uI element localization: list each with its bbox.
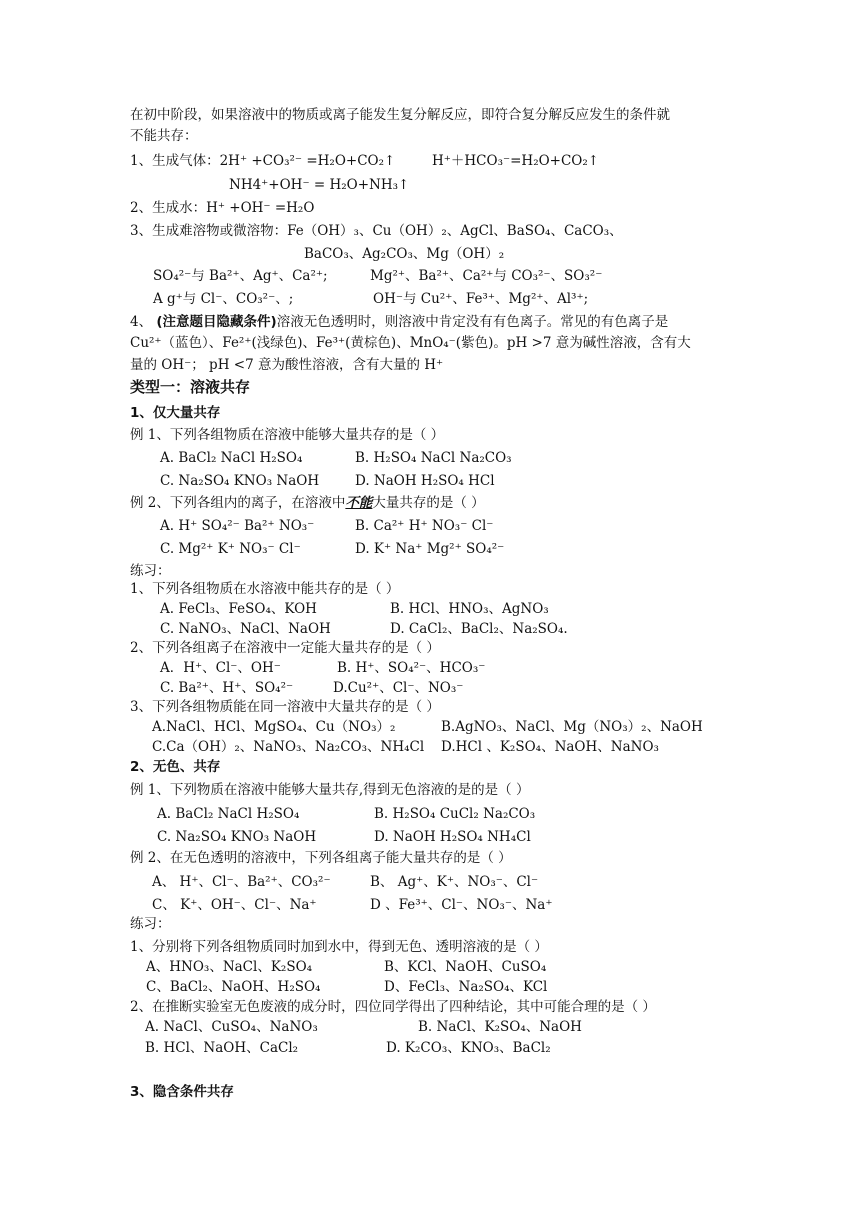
gas-equation-3: NH4⁺+OH⁻ = H₂O+NH₃↑ — [229, 177, 410, 193]
example-2-option-a: A. H⁺ SO₄²⁻ Ba²⁺ NO₃⁻ — [160, 518, 315, 534]
t2-example-1-option-b: B. H₂SO₄ CuCl₂ Na₂CO₃ — [374, 806, 536, 822]
practice-2-option-c: C. Ba²⁺、H⁺、SO₄²⁻ — [160, 680, 294, 696]
practice-2-option-a: A．H⁺、Cl⁻、OH⁻ — [160, 660, 281, 676]
t2-practice-1-question: 1、分别将下列各组物质同时加到水中，得到无色、透明溶液的是（ ） — [130, 939, 548, 955]
practice-heading-2: 练习： — [130, 916, 171, 932]
example-2-option-c: C. Mg²⁺ K⁺ NO₃⁻ Cl⁻ — [160, 541, 301, 557]
hidden-condition-line — [130, 313, 668, 332]
precipitate-line-2: BaCO₃、Ag₂CO₃、Mg（OH）₂ — [304, 246, 505, 262]
practice-3-option-c: C.Ca（OH）₂、NaNO₃、Na₂CO₃、NH₄Cl — [152, 739, 425, 755]
practice-3-question: 3、下列各组物质能在同一溶液中大量共存的是（ ） — [130, 699, 440, 715]
practice-2-option-d: D.Cu²⁺、Cl⁻、NO₃⁻ — [333, 680, 464, 696]
gas-equation-2: H⁺＋HCO₃⁻=H₂O+CO₂↑ — [432, 153, 600, 169]
ion-pair-2b: OH⁻与 Cu²⁺、Fe³⁺、Mg²⁺、Al³⁺; — [373, 291, 589, 307]
practice-3-option-b: B.AgNO₃、NaCl、Mg（NO₃）₂、NaOH — [441, 719, 703, 735]
t2-practice-1-option-c: C、BaCl₂、NaOH、H₂SO₄ — [146, 979, 321, 995]
ion-pair-1b: Mg²⁺、Ba²⁺、Ca²⁺与 CO₃²⁻、SO₃²⁻ — [370, 268, 603, 284]
practice-1-option-b: B. HCl、HNO₃、AgNO₃ — [390, 601, 549, 617]
example-1-question: 例 1、下列各组物质在溶液中能够大量共存的是（ ） — [130, 427, 445, 443]
example-2-prefix: 例 2、下列各组内的离子，在溶液中 — [130, 495, 346, 511]
water-equation: 2、生成水：H⁺ +OH⁻ =H₂O — [130, 200, 315, 216]
practice-3-option-a: A.NaCl、HCl、MgSO₄、Cu（NO₃）₂ — [152, 719, 396, 735]
example-2-question — [130, 494, 485, 513]
practice-2-option-b: B. H⁺、SO₄²⁻、HCO₃⁻ — [337, 660, 486, 676]
t2-practice-1-option-a: A、HNO₃、NaCl、K₂SO₄ — [146, 959, 313, 975]
practice-1-question: 1、下列各组物质在水溶液中能共存的是（ ） — [130, 581, 400, 597]
t2-example-2-question: 例 2、在无色透明的溶液中，下列各组离子能大量共存的是（ ） — [130, 850, 512, 866]
example-1-option-c: C. Na₂SO₄ KNO₃ NaOH — [160, 473, 320, 489]
t2-example-2-option-b: B、 Ag⁺、K⁺、NO₃⁻、Cl⁻ — [370, 874, 539, 890]
practice-1-option-c: C. NaNO₃、NaCl、NaOH — [160, 621, 331, 637]
subsection-title-3: 3、隐含条件共存 — [130, 1084, 234, 1100]
t2-practice-2-option-d: D. K₂CO₃、KNO₃、BaCl₂ — [386, 1040, 551, 1056]
t2-example-2-option-c: C、 K⁺、OH⁻、Cl⁻、Na⁺ — [152, 897, 317, 913]
ph-line: 量的 OH⁻； pH <7 意为酸性溶液，含有大量的 H⁺ — [130, 357, 444, 373]
t2-practice-2-question: 2、在推断实验室无色废液的成分时，四位同学得出了四种结论，其中可能合理的是（ ） — [130, 999, 656, 1015]
example-1-option-a: A. BaCl₂ NaCl H₂SO₄ — [160, 450, 303, 466]
practice-heading-1: 练习： — [130, 563, 171, 579]
hidden-condition-text: 溶液无色透明时，则溶液中肯定没有有色离子。常见的有色离子是 — [276, 314, 669, 330]
example-2-option-b: B. Ca²⁺ H⁺ NO₃⁻ Cl⁻ — [355, 518, 494, 534]
example-2-emphasis: 不能 — [345, 495, 373, 511]
t2-practice-2-option-b: B. NaCl、K₂SO₄、NaOH — [418, 1019, 582, 1035]
hidden-condition-number: 4、 — [130, 314, 157, 330]
intro-line-2: 不能共存： — [130, 128, 198, 144]
t2-practice-1-option-d: D、FeCl₃、Na₂SO₄、KCl — [384, 979, 548, 995]
precipitate-line-1: 3、生成难溶物或微溶物：Fe（OH）₃、Cu（OH）₂、AgCl、BaSO₄、CaCO₃、 — [130, 223, 623, 239]
practice-3-option-d: D.HCl 、K₂SO₄、NaOH、NaNO₃ — [441, 739, 659, 755]
t2-example-2-option-d: D 、Fe³⁺、Cl⁻、NO₃⁻、Na⁺ — [370, 897, 553, 913]
t2-practice-2-option-a: A. NaCl、CuSO₄、NaNO₃ — [145, 1019, 318, 1035]
practice-2-question: 2、下列各组离子在溶液中一定能大量共存的是（ ） — [130, 640, 440, 656]
subsection-title-2: 2、无色、共存 — [130, 759, 221, 775]
ion-pair-2a: A g⁺与 Cl⁻、CO₃²⁻、; — [153, 291, 294, 307]
t2-example-1-option-c: C. Na₂SO₄ KNO₃ NaOH — [157, 829, 317, 845]
example-2-option-d: D. K⁺ Na⁺ Mg²⁺ SO₄²⁻ — [355, 541, 505, 557]
t2-practice-2-option-c: B. HCl、NaOH、CaCl₂ — [145, 1040, 299, 1056]
hidden-condition-bold: (注意题目隐藏条件) — [156, 314, 277, 330]
t2-example-1-option-d: D. NaOH H₂SO₄ NH₄Cl — [374, 829, 531, 845]
example-1-option-b: B. H₂SO₄ NaCl Na₂CO₃ — [355, 450, 512, 466]
section-title-type1: 类型一：溶液共存 — [130, 378, 251, 396]
intro-line-1: 在初中阶段，如果溶液中的物质或离子能发生复分解反应，即符合复分解反应发生的条件就 — [130, 107, 670, 123]
t2-example-1-question: 例 1、下列物质在溶液中能够大量共存,得到无色溶液的是的是（ ） — [130, 782, 530, 798]
gas-equation-1: 1、生成气体：2H⁺ +CO₃²⁻ =H₂O+CO₂↑ — [130, 153, 396, 169]
example-1-option-d: D. NaOH H₂SO₄ HCl — [355, 473, 495, 489]
subsection-title-1: 1、仅大量共存 — [130, 405, 221, 421]
practice-1-option-d: D. CaCl₂、BaCl₂、Na₂SO₄. — [390, 621, 568, 637]
t2-practice-1-option-b: B、KCl、NaOH、CuSO₄ — [384, 959, 547, 975]
t2-example-2-option-a: A、 H⁺、Cl⁻、Ba²⁺、CO₃²⁻ — [152, 874, 331, 890]
colored-ions-line: Cu²⁺（蓝色）、Fe²⁺(浅绿色)、Fe³⁺(黄棕色)、MnO₄⁻(紫色)。pH >7 意为碱性溶液，含有大 — [130, 335, 691, 351]
t2-example-1-option-a: A. BaCl₂ NaCl H₂SO₄ — [157, 806, 300, 822]
ion-pair-1a: SO₄²⁻与 Ba²⁺、Ag⁺、Ca²⁺; — [153, 268, 328, 284]
practice-1-option-a: A. FeCl₃、FeSO₄、KOH — [160, 601, 317, 617]
example-2-suffix: 大量共存的是（ ） — [372, 495, 485, 511]
